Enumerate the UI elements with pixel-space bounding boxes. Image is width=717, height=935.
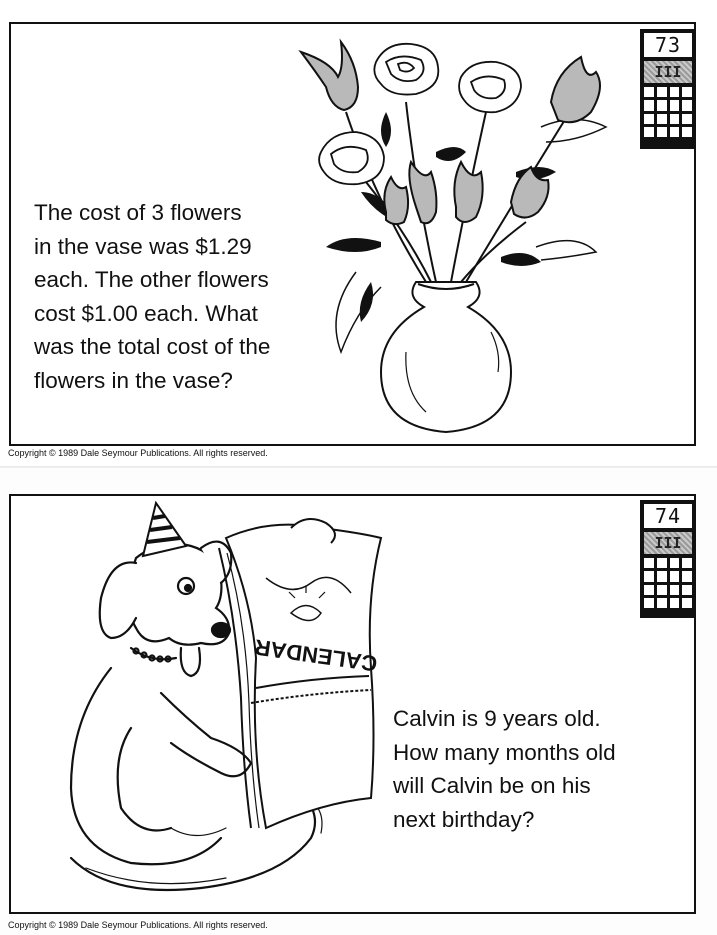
problem-text: Calvin is 9 years old. How many months old will Calvin be on his next birthday?: [393, 706, 616, 832]
card-number: 73: [644, 33, 692, 57]
card-sheet-74: [0, 468, 717, 935]
calculator-display: III: [644, 532, 692, 554]
calendar-label: CALENDAR: [253, 634, 379, 677]
calculator-display: III: [644, 61, 692, 83]
calculator-keypad-icon: [644, 558, 692, 608]
vase-of-flowers-illustration: [286, 32, 626, 442]
copyright-notice: Copyright © 1989 Dale Seymour Publications. All rights reserved.: [8, 448, 268, 458]
dog-with-calendar-illustration: [51, 498, 411, 910]
problem-card-74: [9, 494, 696, 914]
copyright-notice: Copyright © 1989 Dale Seymour Publications. All rights reserved.: [8, 920, 268, 930]
calculator-badge: [640, 500, 696, 618]
calculator-badge: [640, 29, 696, 149]
calculator-keypad-icon: [644, 87, 692, 137]
problem-card-73: [9, 22, 696, 446]
problem-text: The cost of 3 flowers in the vase was $1.29 each. The other flowers cost $1.00 each. What was the total cost of the flowers in the vase?: [34, 200, 271, 393]
card-number: 74: [644, 504, 692, 528]
